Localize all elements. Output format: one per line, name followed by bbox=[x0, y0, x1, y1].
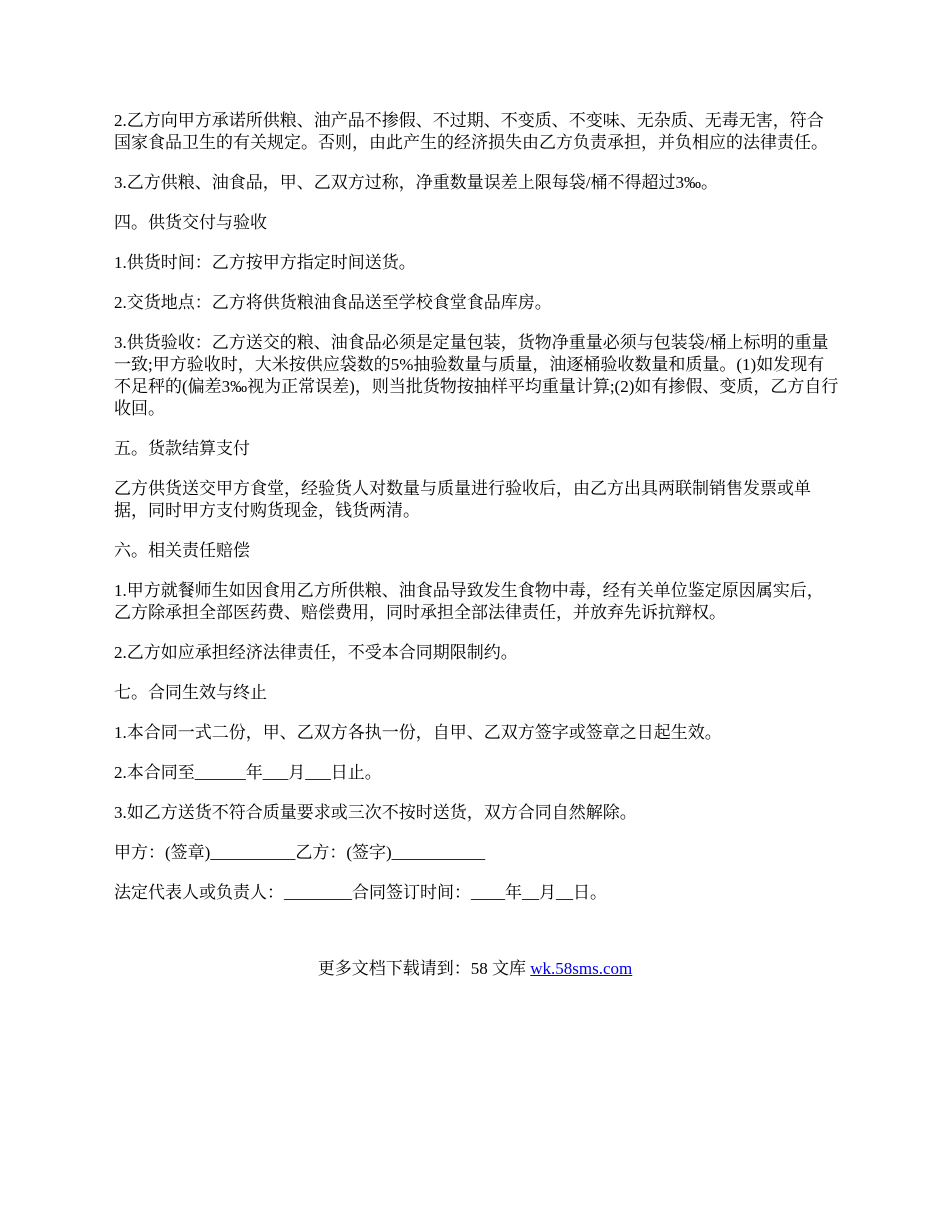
section-heading-delivery: 四。供货交付与验收 bbox=[114, 213, 267, 232]
paragraph-copies: 1.本合同一式二份，甲、乙双方各执一份，自甲、乙双方签字或签章之日起生效。 bbox=[114, 723, 722, 742]
signature-line: 甲方：(签章)__________乙方：(签字)___________ bbox=[114, 843, 486, 862]
section-heading-payment: 五。货款结算支付 bbox=[114, 439, 250, 458]
document-body bbox=[114, 110, 840, 922]
paragraph-payment: 乙方供货送交甲方食堂，经验货人对数量与质量进行验收后，由乙方出具两联制销售发票或单据，同时甲方支付购货现金，钱货两清。 bbox=[114, 479, 811, 520]
paragraph-end-date: 2.本合同至______年___月___日止。 bbox=[114, 763, 382, 782]
paragraph-legal-liability: 2.乙方如应承担经济法律责任，不受本合同期限制约。 bbox=[114, 643, 518, 662]
section-heading-liability: 六。相关责任赔偿 bbox=[114, 541, 250, 560]
footer-link[interactable]: wk.58sms.com bbox=[530, 959, 633, 978]
paragraph-quality-commitment: 2.乙方向甲方承诺所供粮、油产品不掺假、不过期、不变质、不变味、无杂质、无毒无害，符合国家食品卫生的有关规定。否则，由此产生的经济损失由乙方负责承担，并负相应的法律责任。 bbox=[114, 111, 828, 152]
section-heading-termination: 七。合同生效与终止 bbox=[114, 683, 267, 702]
paragraph-weight-tolerance: 3.乙方供粮、油食品，甲、乙双方过称，净重数量误差上限每袋/桶不得超过3‰。 bbox=[114, 173, 718, 192]
footer-text: 更多文档下载请到：58 文库 bbox=[317, 959, 531, 978]
paragraph-food-poisoning: 1.甲方就餐师生如因食用乙方所供粮、油食品导致发生食物中毒，经有关单位鉴定原因属实后，乙方除承担全部医药费、赔偿费用，同时承担全部法律责任，并放弃先诉抗辩权。 bbox=[114, 581, 824, 622]
paragraph-delivery-location: 2.交货地点：乙方将供货粮油食品送至学校食堂食品库房。 bbox=[114, 293, 552, 312]
paragraph-delivery-time: 1.供货时间：乙方按甲方指定时间送货。 bbox=[114, 253, 416, 272]
paragraph-auto-termination: 3.如乙方送货不符合质量要求或三次不按时送货，双方合同自然解除。 bbox=[114, 803, 637, 822]
paragraph-inspection: 3.供货验收：乙方送交的粮、油食品必须是定量包装，货物净重量必须与包装袋/桶上标明的重量一致;甲方验收时，大米按供应袋数的5%抽验数量与质量，油逐桶验收数量和质量。(1)如发现有不足秤的(偏差3‰视为正常误差)，则当批货物按抽样平均重量计算;(2)如有掺假、变质，乙方自行收回。 bbox=[114, 333, 839, 418]
representative-line: 法定代表人或负责人：________合同签订时间：____年__月__日。 bbox=[114, 883, 607, 902]
footer bbox=[0, 958, 950, 980]
